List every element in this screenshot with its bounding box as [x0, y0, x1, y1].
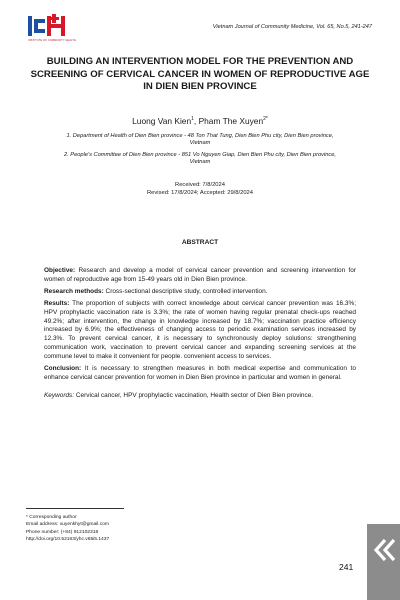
abstract-body	[44, 267, 356, 405]
affiliation-1: 1. Department of Health of Dien Bien province - 48 Ton That Tung, Dien Bien Phu city, Dien Bien province, Vietnam	[66, 133, 334, 147]
abstract-keywords	[44, 392, 356, 401]
revised-accepted-date: Revised: 17/8/2024; Accepted: 29/8/2024	[146, 190, 254, 196]
abstract-objective	[44, 267, 356, 284]
logo-caption: INSTITUTE OF COMMUNITY HEALTH	[28, 39, 77, 42]
keywords-label: Keywords:	[44, 392, 75, 400]
author-separator: ,	[193, 116, 199, 126]
email-address: Email address: xuyenkhyt@gmail.com	[26, 522, 109, 528]
corresponding-author-note: * Corresponding author	[26, 515, 77, 520]
conclusion-label: Conclusion:	[44, 364, 82, 372]
footnote-divider	[26, 508, 124, 509]
author-list	[26, 116, 374, 126]
abstract-conclusion	[44, 365, 356, 382]
footnote	[26, 514, 266, 544]
article-title: BUILDING AN INTERVENTION MODEL FOR THE PREVENTION AND SCREENING OF CERVICAL CANCER IN WOMEN OF REPRODUCTIVE AGE IN DIEN BIEN PROVINCE	[30, 56, 370, 92]
methods-label: Research methods:	[44, 288, 104, 295]
double-chevron-icon	[367, 524, 400, 600]
ich-logo-icon	[28, 14, 66, 38]
abstract-heading: ABSTRACT	[181, 239, 219, 246]
corner-decoration	[367, 524, 400, 600]
methods-text: Cross-sectional descriptive study, controlled intervention.	[103, 288, 268, 295]
page-number: 241	[339, 562, 354, 572]
objective-label: Objective:	[44, 267, 76, 274]
conclusion-text: It is necessary to strengthen measures in both medical expertise and communication to enhance cervical cancer prevention for women in Dien Bien province in particular and women in general.	[44, 364, 356, 381]
journal-logo	[28, 14, 66, 38]
results-text: The proportion of subjects with correct knowledge about cervical cancer prevention was 16.3%; HPV prophylactic vaccination rate is 3.3%; the rate of women having regular prenatal check-ups reached 49.2%; after intervention, the change in knowledge increased by 18.7%; vaccination practice efficiency increased by 6.9%; the effectiveness of changing access to periodic examination services increased by 12.3%. To prevent cervical cancer, it is necessary to synchronously deploy solutions: strengthening communication work, vaccination to prevent cervical cancer and expanding screening services at the commune level to make it convenient for people. convenient access to services.	[44, 300, 356, 360]
objective-text: Research and develop a model of cervical cancer prevention and screening intervention for women of reproductive age from 15-49 years old in Dien Bien province.	[44, 267, 356, 283]
phone-number: Phone number: (+84) 912102318	[26, 529, 99, 535]
doi-link[interactable]: http://doi.org/10.52163/yhc.v65i5.1437	[26, 537, 110, 543]
author-marker: 2*	[263, 116, 268, 123]
results-label: Results:	[44, 300, 70, 308]
author-name: Luong Van Kien	[132, 116, 192, 126]
keywords-text: Cervical cancer, HPV prophylactic vaccination, Health sector of Dien Bien province.	[74, 392, 314, 400]
journal-citation: Vietnam Journal of Community Medicine, Vol. 65, No.5, 241-247	[212, 24, 372, 30]
author-name: Pham The Xuyen	[198, 116, 264, 126]
affiliation-2: 2. People's Committee of Dien Bien province - 851 Vo Nguyen Giap, Dien Bien Phu city, Dien Bien province, Vietnam	[63, 152, 336, 166]
article-dates	[26, 181, 374, 197]
abstract-methods	[44, 288, 356, 297]
received-date: Received: 7/8/2024	[175, 182, 225, 188]
abstract-results	[44, 300, 356, 361]
author-marker: 1	[191, 116, 194, 123]
